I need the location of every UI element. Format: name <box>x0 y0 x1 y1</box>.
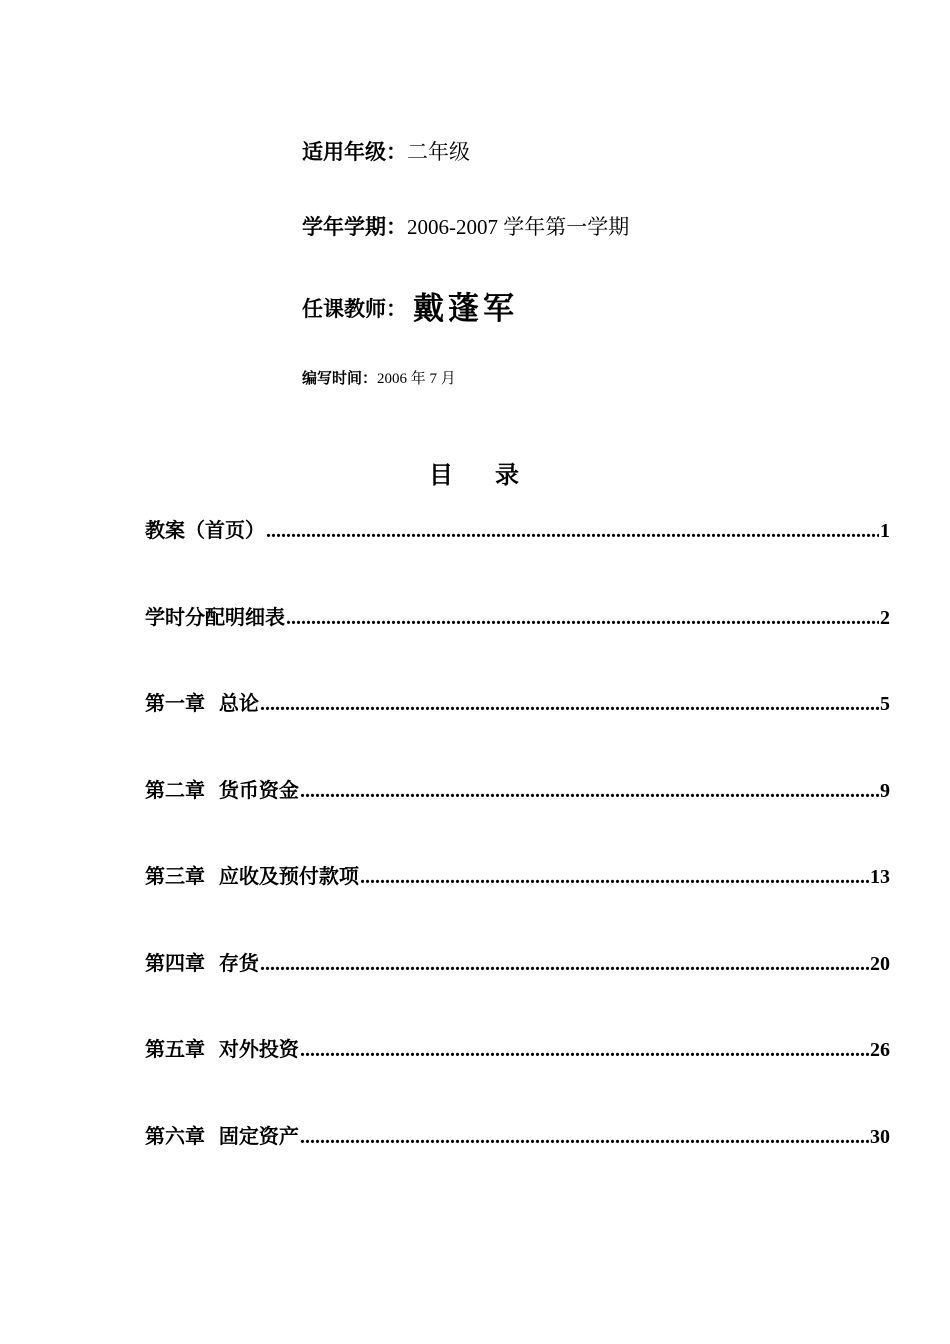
written-date-value: 2006 年 7 月 <box>377 371 456 387</box>
grade-label: 适用年级： <box>302 140 407 164</box>
toc-leader-dots <box>260 953 869 976</box>
toc-leader-dots <box>266 520 879 543</box>
toc-entry-page: 26 <box>870 1039 890 1061</box>
toc-entry[interactable] <box>145 1120 890 1207</box>
toc-entry[interactable] <box>145 601 890 688</box>
toc-entry-label: 第四章 存货 <box>145 950 259 975</box>
grade-value: 二年级 <box>407 140 470 164</box>
toc-entry-label: 第三章 应收及预付款项 <box>145 864 359 888</box>
toc-entry-label: 第五章 对外投资 <box>145 1037 299 1061</box>
toc-entry[interactable] <box>145 687 890 774</box>
toc-entry-page: 1 <box>880 520 890 542</box>
toc-entry-label: 第二章 货币资金 <box>145 777 299 802</box>
toc-entry-page: 13 <box>870 866 890 888</box>
toc-entry-label: 第六章 固定资产 <box>145 1123 299 1148</box>
toc-leader-dots <box>360 866 869 889</box>
toc-entry[interactable] <box>145 1033 890 1120</box>
toc-leader-dots <box>286 607 879 630</box>
teacher-line <box>302 283 518 328</box>
toc-title-char-2: 录 <box>495 461 521 489</box>
toc-entry[interactable] <box>145 774 890 861</box>
toc-leader-dots <box>300 780 879 803</box>
term-value: 2006-2007 学年第一学期 <box>407 215 630 239</box>
written-date-line <box>302 367 456 388</box>
toc-entry[interactable] <box>145 947 890 1034</box>
toc-entry-page: 9 <box>880 779 890 802</box>
toc-entry[interactable] <box>145 860 890 947</box>
written-date-label: 编写时间： <box>302 369 378 387</box>
toc-leader-dots <box>260 693 879 716</box>
toc-leader-dots <box>300 1126 869 1149</box>
toc-entry-page: 5 <box>880 693 890 715</box>
term-label: 学年学期： <box>302 215 407 239</box>
toc-title-char-1: 目 <box>429 461 455 489</box>
teacher-name: 戴蓬军 <box>413 291 518 327</box>
grade-line <box>302 136 470 166</box>
toc-entry-page: 2 <box>880 606 890 629</box>
toc-entry-page: 30 <box>870 1125 890 1148</box>
toc-list <box>145 514 890 1206</box>
term-line <box>302 211 629 241</box>
toc-entry[interactable] <box>145 514 890 601</box>
toc-leader-dots <box>300 1039 869 1062</box>
teacher-label: 任课教师： <box>302 297 407 321</box>
toc-entry-label: 学时分配明细表 <box>145 604 285 629</box>
toc-entry-label: 教案（首页） <box>145 518 265 542</box>
toc-entry-label: 第一章 总论 <box>145 691 259 715</box>
toc-title <box>0 455 950 490</box>
toc-entry-page: 20 <box>870 952 890 975</box>
